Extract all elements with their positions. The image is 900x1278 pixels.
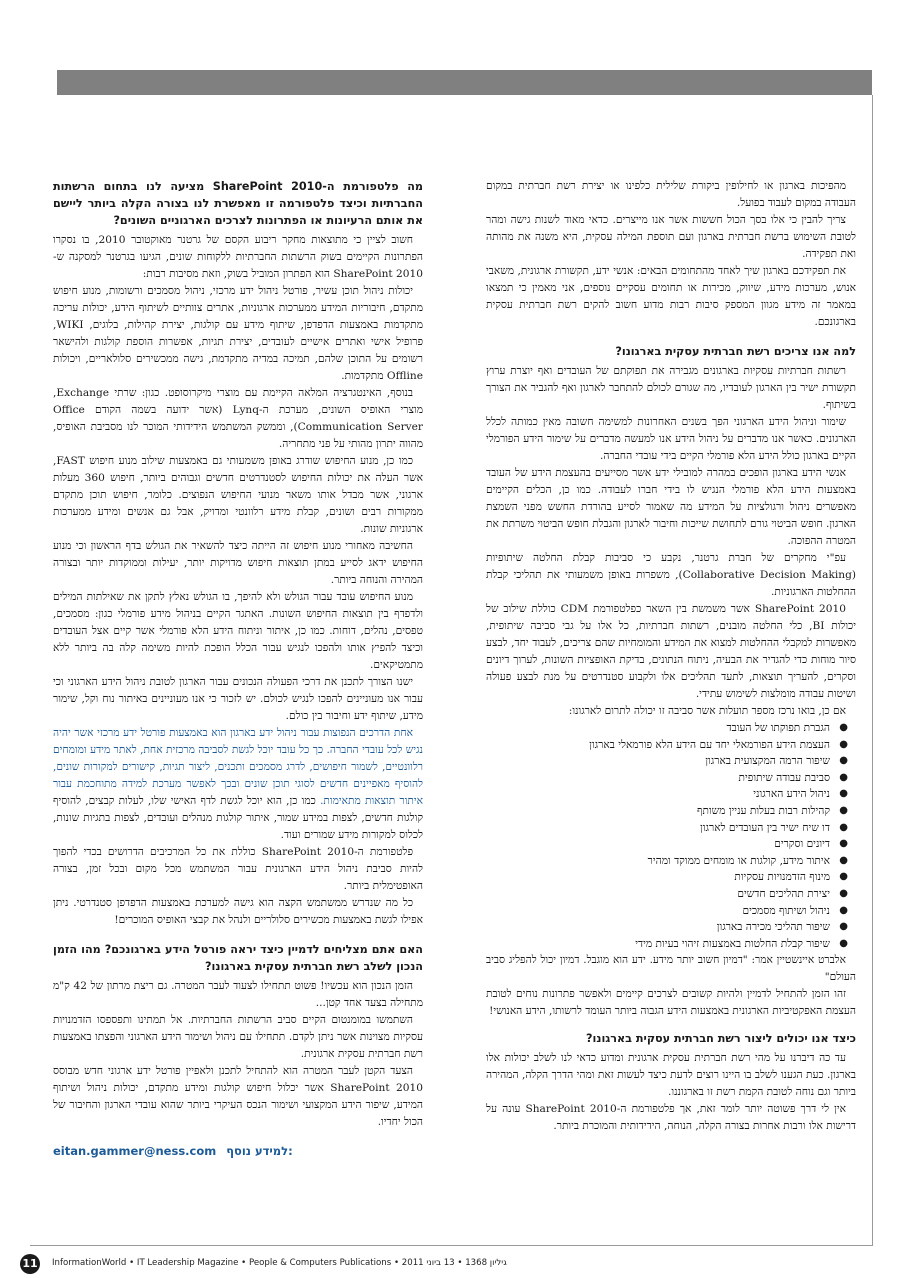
section-heading: האם אתם מצליחים לדמיין כיצד יראה פורטל הידע בארגונכם? מהו הזמן הנכון לשלב רשת חברתית עסקית בארגונו?	[53, 943, 423, 973]
paragraph: רשתות חברתיות עסקיות בארגונים מגבירה את תפוקתם של העובדים ואף יוצרת ערוץ תקשורת ישיר בין הארגון לעובדיו, מה שגורם לכולם להתחבר לארגון ואף להגביר את הצורך בשיתוף.	[486, 365, 856, 411]
right-column	[486, 178, 856, 1135]
bullet-icon: ●	[839, 838, 848, 850]
list-item: ● הגברת תפוקתו של העובד	[486, 720, 856, 737]
list-item: ● איתור מידע, קולגות או מומחים ממוקד ומהיר	[486, 853, 856, 870]
paragraph: עד כה דיברנו על מהי רשת חברתית עסקית ארגונית ומדוע כדאי לנו לשלב יכולות אלו בארגון. כעת הגענו לשלב בו היינו רוצים לדעת כיצד לעשות זאת ומהי הדרך הקלה, המהירה ביותר וגם נוחה לטובת הקמת רשת זו בארגוננו.	[486, 1052, 856, 1099]
paragraph: מהפיכות בארגון או לחילופין ביקורת שלילית כלפינו או יצירת רשת חברתית במקום העבודה במקום לעבוד בפועל.	[486, 180, 856, 209]
paragraph: הזמן הנכון הוא עכשיו! פשוט תתחילו לצעוד לעבר המטרה. גם ריצת מרתון של 42 ק"מ מתחילה בצעד אחד קטן...	[53, 980, 423, 1009]
footer-text: InformationWorld • IT Leadership Magazine • People & Computers Publications • 2011 גיליון 1368 • 13 ביוני	[52, 1258, 507, 1268]
list-item: ● סביבת עבודה שיתופית	[486, 770, 856, 787]
paragraph: פלטפורמת ה-SharePoint 2010 כוללת את כל המרכיבים הדרושים בכדי להפוך להיות סביבת ניהול הידע הארגונית עבור המשתמש מכל מקום ובכל זמן, בצורה האופטימלית ביותר.	[53, 846, 423, 892]
paragraph: אין לי דרך פשוטה יותר לומר זאת, אך פלטפורמת ה-SharePoint 2010 עונה על דרישות אלו ורבות אחרות בצורה הקלה, הנוחה, הידידותית והמוכרת ביותר.	[486, 1103, 856, 1133]
left-column	[53, 178, 423, 1160]
bullet-icon: ●	[839, 821, 848, 833]
list-item: ● קהילות רבות בעלות עניין משותף	[486, 803, 856, 820]
paragraph: כמו כן, מנוע החיפוש שודרג באופן משמעותי גם באמצעות שילוב מנוע חיפוש FAST, אשר העלה את יכולות החיפוש לסטנדרטים חדשים וגבוהים ביותר, חיפוש 360 מעלות ארגוני, אשר מבדל אותו משאר מנועי החיפוש הנפוצים. כלומר, חיפוש תוכן מתקדם ממקורות רבים ושונים, קבלת מידע רלוונטי ומדויק, אבל גם אנשים ומידע ממערכות ארגוניות שונות.	[53, 455, 423, 535]
paragraph: אנשי הידע בארגון הופכים במהרה למובילי ידע אשר מסייעים בהעצמת הידע של העובד באמצעות הידע הלא פורמלי הנגיש לו בידי חברו לעבודה. כמו כן, הכלים הקיימים מאפשרים ניהול ורגולציות על המידע מה שאמור לסייע בהורדת החשש מפני השמצת הארגון. חופש הביטוי גורם לתחושת שייכות וחיבור לארגון והגבלת חופש הביטוי משרתת את המטרה ההפוכה.	[486, 467, 856, 547]
list-item: ● מינוף הזדמנויות עסקיות	[486, 869, 856, 886]
list-item: ● יצירת תהליכים חדשים	[486, 886, 856, 903]
bullet-icon: ●	[839, 755, 848, 767]
paragraph: זהו הזמן להתחיל לדמיין ולהיות קשובים לצרכים קיימים ולאפשר פתרונות נוחים לטובת העצמת האפקטיביות הארגונית באמצעות הידע הגבוה ביותר העומד לרשותו, הידע האנושי!	[486, 988, 856, 1018]
list-item: ● ניהול ושיתוף מסמכים	[486, 903, 856, 920]
section-heading: כיצד אנו יכולים ליצור רשת חברתית עסקית בארגונו?	[586, 1032, 856, 1046]
paragraph: אחת הדרכים הנפוצות עבור ניהול ידע בארגון הוא באמצעות פורטל ידע מרכזי אשר יהיה נגיש לכל עובדי החברה. כך כל עובד יוכל לגשת לסביבה מרכזית אחת, לאתר מידע ומומחים רלוונטיים, לשמור חיפושים, לדרג מסמכים ותכנים, ליצור תגיות, קישורים למקורות שונים, להוסיף מאפיינים חדשים לסוגי תוכן שונים ובכך לאפשר מערכת למידה מתוחכמת עבור איתור תוצאות מתאימות. כמו כן, הוא יוכל לגשת לדף האישי שלו, לעלות קבצים, להוסיף קולגות חדשים, לצפות במידע שמור, איתור קולגות מנהלים ועובדים, לצפות בתגיות שונות, לכלוס למקורות מידע שמורים ועוד.	[53, 727, 423, 841]
bullet-icon: ●	[839, 871, 848, 883]
paragraph: שימור וניהול הידע הארגוני הפך בשנים האחרונות למשימה חשובה מאין כמותה לכלל הארגונים. כאשר אנו מדברים על ניהול הידע אנו למעשה מדברים על שימור הידע הפורמלי הקיים בארגון כולל הידע הלא פורמלי הקיים בידי עובדי החברה.	[486, 416, 856, 462]
list-item: ● דיונים וסקרים	[486, 836, 856, 853]
contact-line	[53, 1143, 423, 1160]
highlighted-text: אחת הדרכים הנפוצות עבור ניהול ידע בארגון הוא באמצעות פורטל ידע מרכזי אשר יהיה נגיש לכל עובדי החברה. כך כל עובד יוכל לגשת לסביבה מרכזית אחת, לאתר מידע ומומחים רלוונטיים, לשמור חיפושים, לדרג מסמכים ותכנים, ליצור תגיות, קישורים למקורות שונים, להוסיף מאפיינים חדשים לסוגי תוכן שונים ובכך לאפשר מערכת למידה מתוחכמת עבור איתור תוצאות מתאימות.	[53, 727, 423, 807]
paragraph: SharePoint 2010 אשר משמשת בין השאר כפלטפורמת CDM כוללת שילוב של יכולות BI, כלי החלטה מובנים, רשתות חברתיות, כל אלו על גבי סביבה שיתופית, מאפשרות למקבלי ההחלטות למצוא את המידע והמומחיות שהם צריכים, לעבוד יחד, לבצע סיור מוחות כדי להגדיר את הבעיה, ניתוח הנתונים, בדיקת האופציות השונות, לערוך דיונים וסקרים, להעריך תוצאות, לתעד תהליכים אלו ולקבוע סטנדרטים על מנת לבצע פעולה ושיטות עבודה מומלצות לשימוש עתידי.	[486, 603, 856, 700]
bullet-icon: ●	[839, 887, 848, 899]
page-number: 11	[20, 1254, 40, 1274]
paragraph: יכולות ניהול תוכן עשיר, פורטל ניהול ידע מרכזי, ניהול מסמכים ורשומות, מנוע חיפוש מתקדם, חיבוריות המידע ממערכות ארגוניות, אתרים צוותיים לשיתוף הידע, יכולות עריכה מתקדמות באמצעות הדפדפן, שיתוף מידע עם קולגות, יצירת קהילות, בלוגים, WIKI, פרופיל אישי ואתרים אישיים לעובדים, יצירת תגיות, אפשרות הוספת קולגות ולהישאר רשומים על התוכן שלהם, תמיכה במדיה מתקדמת, גישה ממכשירים סלולאריים, ויכולות Offline מתקדמות.	[53, 285, 423, 382]
contact-label: למידע נוסף:	[226, 1144, 293, 1158]
section-heading: מה פלטפורמת ה-SharePoint 2010 מציעה לנו בתחום הרשתות החברתיות וכיצד פלטפורמה זו מאפשרת לנו בצורה הקלה ביותר ליישם את אותם הרעיונות או הפתרונות לצרכים הארגוניים השונים?	[53, 180, 423, 227]
paragraph: השתמשו במומנטום הקיים סביב הרשתות החברתיות. אל תמתינו ותפספסו הזדמנויות עסקיות מצוינות אשר ניתן לקדם. תתחילו עם ניהול ושימור הידע הארגוני והפצתו באמצעות רשת חברתית עסקית ארגונית.	[53, 1014, 423, 1060]
bullet-icon: ●	[839, 771, 848, 783]
bullet-icon: ●	[839, 738, 848, 750]
list-item: ● ניהול הידע הארגוני	[486, 786, 856, 803]
list-item: ● העצמת הידע הפורמאלי יחד עם הידע הלא פורמאלי בארגון	[486, 737, 856, 754]
paragraph: בנוסף, האינטגרציה המלאה הקיימת עם מוצרי מיקרוסופט. כגון: שרתי Exchange, מוצרי האופיס השונים, מערכת ה-Lynq (אשר ידועה בשמה הקודם Office Communication Server), וממשק המשתמש הידידותי המוכר לנו מסביבת האופיס, מהווה יתרון מהותי על פני מתחריה.	[53, 387, 423, 450]
paragraph: החשיבה מאחורי מנוע חיפוש זה הייתה כיצד להשאיר את הגולש בדף הראשון וכי מנוע החיפוש ידאג לסייע במתן תוצאות חיפוש מדויקות יותר, יעילות וממוקדות יותר ובצורה המהירה והנוחה ביותר.	[53, 540, 423, 586]
paragraph: חשוב לציין כי מתוצאות מחקר ריבוע הקסם של גרטנר מאוקטובר 2010, בו נסקרו הפתרונות הקיימים בשוק הרשתות החברתיות ללקוחות שונים, הגיעו בגרטנר למסקנה ש-SharePoint 2010 הוא הפתרון המוביל בשוק, וזאת מסיבות רבות:	[53, 234, 423, 280]
paragraph: עפ"י מחקרים של חברת גרטנר, נקבע כי סביבות קבלת החלטה שיתופיות (Collaborative Decision Making), משפרות באופן משמעותי את תהליכי קבלת ההחלטות הארגוניות.	[486, 552, 857, 598]
list-item: ● דו שיח ישיר בין העובדים לארגון	[486, 820, 856, 837]
bullet-icon: ●	[839, 921, 848, 933]
paragraph: מנוע החיפוש עובד עבור הגולש ולא להיפך, בו הגולש נאלץ לתקן את שאילתות המילים ולדפדף בין תוצאות החיפוש השונות. האתגר הקיים בניהול מידע פורמלי כגון: מסמכים, טפסים, נהלים, דוחות. כמו כן, איתור וניתוח הידע הלא פורמלי אשר קיים אצל העובדים וכיצד להפיץ אותו ולהפכו לנגיש עבור הכלל הופכת להיות משימה קלה בה ביותר ללא מתמטיקאים.	[53, 591, 423, 671]
quote: אלברט איינשטיין אמר: "דמיון חשוב יותר מידע. ידע הוא מוגבל. דמיון יכול להפליג סביב העולם"	[486, 954, 856, 984]
contact-email[interactable]: eitan.gammer@ness.com	[53, 1144, 217, 1158]
section-heading: למה אנו צריכים רשת חברתית עסקית בארגונו?	[615, 345, 856, 358]
bullet-icon: ●	[839, 722, 848, 733]
paragraph: כל מה שנדרש ממשתמש הקצה הוא גישה למערכת באמצעות הדפדפן סטנדרטי. ניתן אפילו לגשת באמצעות מכשירים סלולריים ולנהל את קבצי האופיס המוכרים!	[53, 897, 423, 926]
list-item: ● שיפור תהליכי מכירה בארגון	[486, 919, 856, 936]
paragraph: צריך להבין כי אלו בסך הכול חששות אשר אנו מייצרים. כדאי מאוד לשנות גישה ומהר לטובת השימוש ברשת חברתית בארגון ועם תוספת המילה עסקית, היא משנה את מהותה ואת תפקידה.	[486, 214, 856, 260]
list-item: ● שיפור הרמה המקצועית בארגון	[486, 753, 856, 770]
bullet-icon: ●	[839, 788, 848, 800]
bullet-icon: ●	[839, 904, 848, 916]
footer	[20, 1258, 860, 1274]
top-bar	[57, 70, 872, 95]
paragraph: אם כן, בואו נרכז מספר תועלות אשר סביבה זו יכולה לתרום לארגונו:	[568, 705, 846, 717]
bullet-icon: ●	[839, 854, 848, 866]
bullet-icon: ●	[839, 804, 848, 816]
benefits-list	[486, 720, 856, 952]
paragraph: הצעד הקטן לעבר המטרה הוא להתחיל לתכנן ולאפיין פורטל ידע ארגוני חדש מבוסס SharePoint 2010 אשר יכלול חיפוש קולגות ומידע מתקדם, יכולות ניהול ושיתוף המידע, שיפור הידע המקצועי ושימור הנכס העיקרי ביותר שהוא עובדי הארגון והחיבור של הכול יחדיו.	[53, 1065, 423, 1128]
paragraph: ישנו הצורך לתכנן את דרכי הפעולה הנכונים עבור הארגון לטובת ניהול הידע הארגוני וכי עבור אנו מעוניינים להפכו לנגיש לכולם. יש לזכור כי אנו מעוניינים באיתור נוח וקל, שימור מידע, שיתוף ידע וחיבור בין כולם.	[53, 676, 423, 722]
bullet-icon: ●	[839, 937, 848, 949]
paragraph: את תפקידכם בארגון שיך לאחד מהתחומים הבאים: אנשי ידע, תקשורת ארגונית, משאבי אנוש, מערכות מידע, שיווק, מכירות או תחומים עסקיים נוספים, אני מאמין כי תמצאו במאמר זה מידע מגוון המספק סיבות רבות מדוע חשוב להקים רשת חברתית עסקית בארגונכם.	[486, 265, 856, 328]
list-item: ● שיפור קבלת החלטות באמצעות זיהוי בעיות מידי	[486, 936, 856, 953]
